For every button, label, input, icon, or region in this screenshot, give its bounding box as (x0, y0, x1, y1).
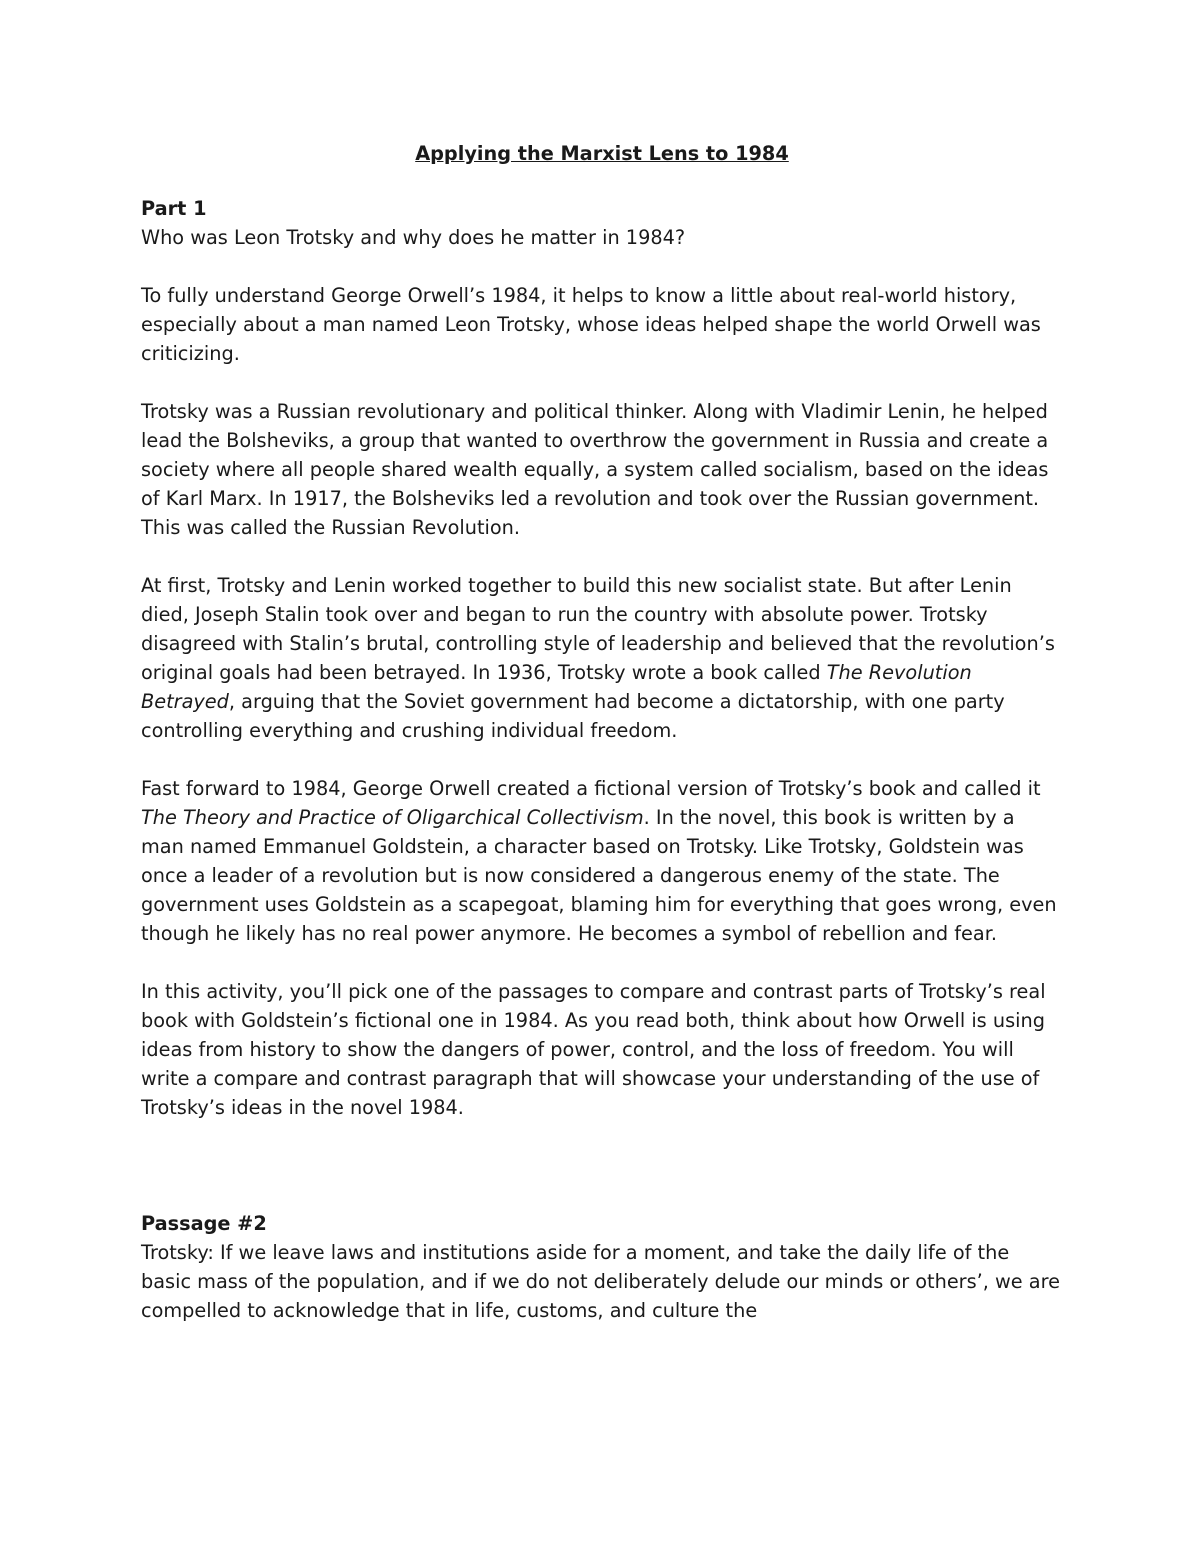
document-page (141, 139, 1063, 1354)
paragraph-3-text-after: , arguing that the Soviet government had become a dictatorship, with one party controlling everything and crushing individual freedom. (141, 690, 1005, 742)
part1-question: Who was Leon Trotsky and why does he matter in 1984? (141, 226, 686, 249)
passage2-heading: Passage #2 (141, 1212, 267, 1235)
paragraph-3-text-before: At first, Trotsky and Lenin worked together to build this new socialist state. But after Lenin died, Joseph Stalin took over and began to run the country with absolute power. Trotsky disagreed with Stalin’s brutal, controlling style of leadership and believed that the revolution’s original goals had been betrayed. In 1936, Trotsky wrote a book called (141, 574, 1055, 684)
document-title: Applying the Marxist Lens to 1984 (415, 142, 789, 165)
passage2-text: Trotsky: If we leave laws and institutions aside for a moment, and take the daily life of the basic mass of the population, and if we do not deliberately delude our minds or others’, we are compelled to acknowledge that in life, customs, and culture the (141, 1241, 1060, 1322)
part1-paragraph-5: In this activity, you’ll pick one of the passages to compare and contrast parts of Trotsky’s real book with Goldstein’s fictional one in 1984. As you read both, think about how Orwell is using ideas from history to show the dangers of power, control, and the loss of freedom. You will write a compare and contrast paragraph that will showcase your understanding of the use of Trotsky’s ideas in the novel 1984. (141, 980, 1046, 1119)
paragraph-4-text-after: . In the novel, this book is written by a man named Emmanuel Goldstein, a character based on Trotsky. Like Trotsky, Goldstein was once a leader of a revolution but is now considered a dangerous enemy of the state. The government uses Goldstein as a scapegoat, blaming him for everything that goes wrong, even though he likely has no real power anymore. He becomes a symbol of rebellion and fear. (141, 806, 1057, 945)
paragraph-4-text-before: Fast forward to 1984, George Orwell created a fictional version of Trotsky’s book and called it (141, 777, 1041, 800)
section-spacer (141, 1151, 1063, 1209)
part1-paragraph-4 (141, 774, 1063, 948)
part1-paragraph-3 (141, 571, 1063, 745)
book-title-oligarchical-collectivism: The Theory and Practice of Oligarchical Collectivism (141, 806, 644, 829)
part1-paragraph-2: Trotsky was a Russian revolutionary and political thinker. Along with Vladimir Lenin, he helped lead the Bolsheviks, a group that wanted to overthrow the government in Russia and create a society where all people shared wealth equally, a system called socialism, based on the ideas of Karl Marx. In 1917, the Bolsheviks led a revolution and took over the Russian government. This was called the Russian Revolution. (141, 400, 1049, 539)
part1-paragraph-1: To fully understand George Orwell’s 1984, it helps to know a little about real-world history, especially about a man named Leon Trotsky, whose ideas helped shape the world Orwell was criticizing. (141, 284, 1041, 365)
part1-heading: Part 1 (141, 197, 207, 220)
book-title-revolution-betrayed: The Revolution Betrayed (141, 661, 972, 713)
